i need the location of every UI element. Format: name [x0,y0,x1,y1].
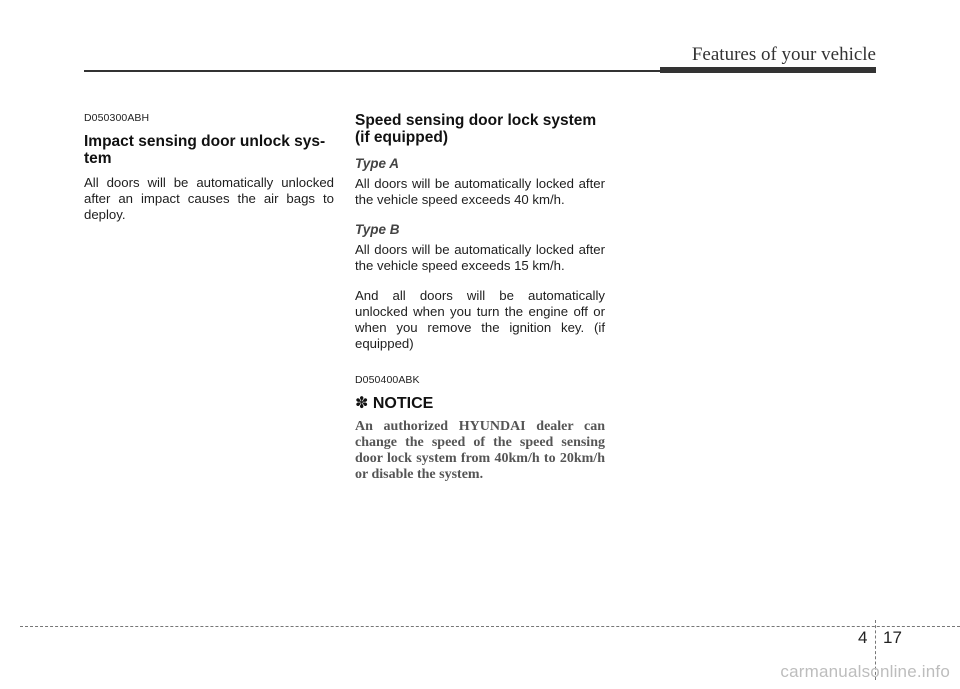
notice-text: An authorized HYUNDAI dealer can change the speed of the speed sensing door lock system from 40km/h to 20km/h or disable the system. [355,419,605,482]
type-b-label: Type B [355,222,400,237]
type-a-text: All doors will be automatically locked after the vehicle speed exceeds 40 km/h. [355,176,605,207]
footer-rule [20,626,960,627]
notice-code: D050400ABK [355,374,420,386]
left-column [84,112,334,237]
notice-title: ✽ NOTICE [355,395,434,412]
section-body: All doors will be automatically unlocked after an impact causes the air bags to deploy. [84,175,334,222]
section-number: 4 [858,628,868,647]
section-code: D050300ABH [84,112,150,124]
header-rule-accent [660,67,876,73]
header-title: Features of your vehicle [691,44,876,65]
section-heading: Impact sensing door unlock sys- tem [84,133,326,167]
unlock-text: And all doors will be automatically unlocked when you turn the engine off or when you remove the ignition key. (if equipped) [355,288,605,351]
type-b-text: All doors will be automatically locked after the vehicle speed exceeds 15 km/h. [355,242,605,273]
watermark: carmanualsonline.info [780,662,950,681]
page-number: 17 [883,628,902,647]
middle-column [355,112,605,483]
section-heading: Speed sensing door lock system (if equipped) [355,112,597,146]
type-a-label: Type A [355,156,400,171]
